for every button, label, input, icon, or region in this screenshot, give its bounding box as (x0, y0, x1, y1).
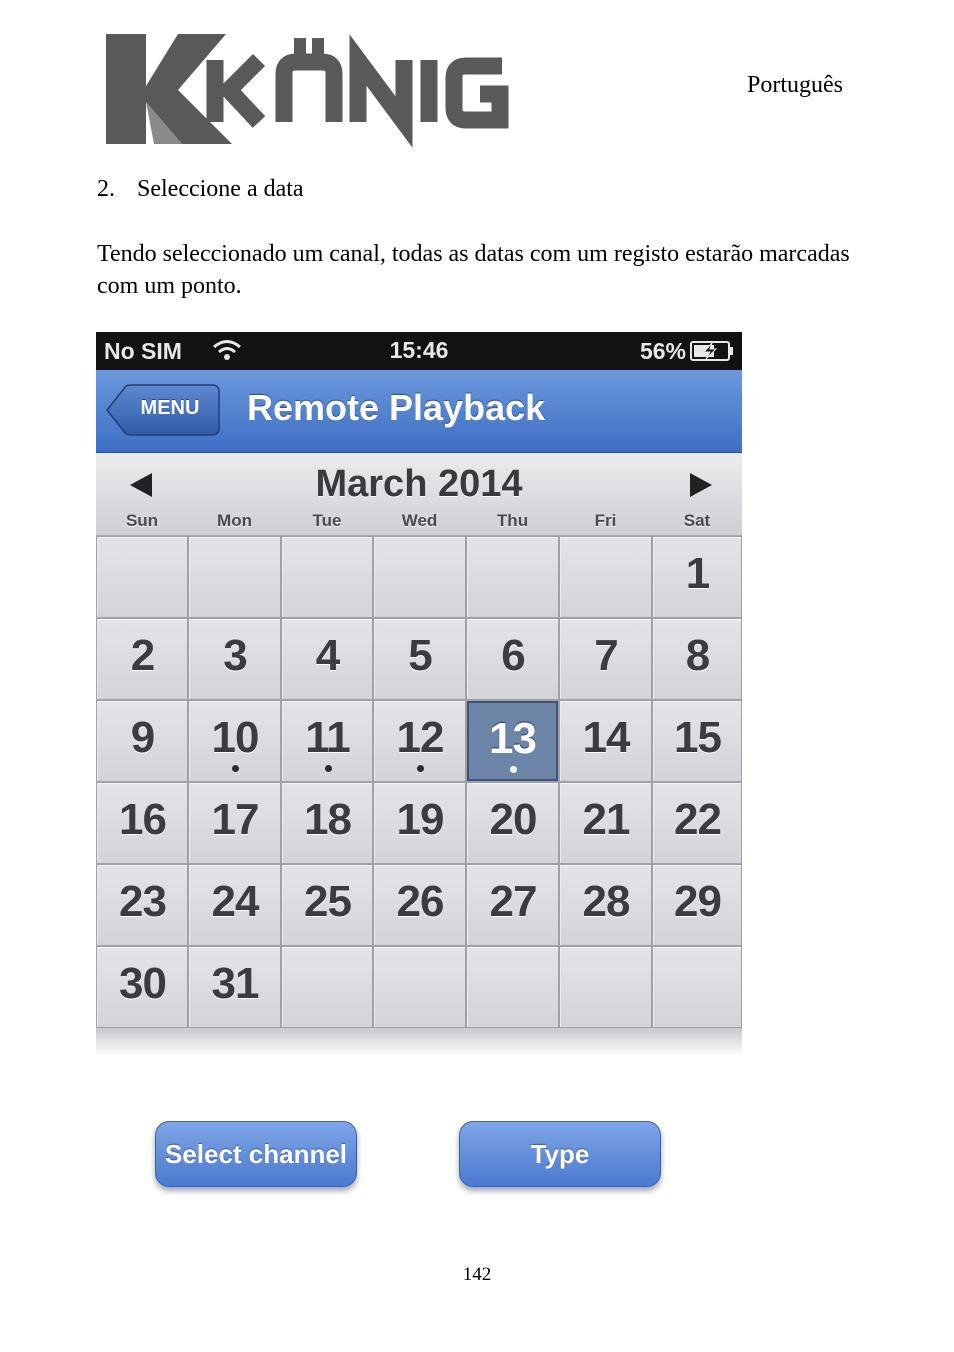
day-number: 1 (685, 549, 710, 598)
calendar-day-cell[interactable] (653, 537, 741, 617)
calendar-day-cell[interactable] (653, 701, 741, 781)
calendar-day-cell[interactable] (97, 947, 187, 1027)
calendar-day-cell[interactable] (560, 701, 651, 781)
calendar-day-cell[interactable] (189, 701, 280, 781)
weekday-label: Sat (683, 511, 711, 530)
calendar-empty-cell (97, 537, 187, 617)
nav-title: Remote Playback (247, 387, 546, 428)
menu-back-button[interactable] (106, 384, 220, 436)
day-number: 13 (489, 714, 536, 763)
day-number: 17 (211, 795, 259, 844)
battery-charging-icon (690, 341, 734, 361)
calendar-day-cell[interactable] (282, 701, 372, 781)
calendar-day-cell[interactable] (653, 619, 741, 699)
day-number: 18 (304, 795, 351, 844)
calendar-empty-cell (467, 947, 558, 1027)
recording-dot-icon (510, 766, 517, 773)
weekday-label: Thu (496, 511, 529, 530)
section-title: Seleccione a data (137, 176, 304, 202)
type-button[interactable]: Type (459, 1121, 661, 1187)
page-number: 142 (462, 1264, 492, 1285)
calendar-day-cell[interactable] (560, 619, 651, 699)
day-number: 10 (211, 713, 259, 762)
calendar-day-cell[interactable] (374, 619, 465, 699)
calendar-day-cell[interactable] (374, 701, 465, 781)
day-number: 7 (594, 631, 618, 680)
day-number: 27 (489, 877, 537, 926)
recording-dot-icon (417, 765, 424, 772)
phone-screen (96, 332, 742, 1056)
day-number: 30 (119, 959, 166, 1008)
calendar-day-cell[interactable] (374, 865, 465, 945)
carrier-label: No SIM (104, 338, 182, 364)
section-number: 2. (97, 176, 115, 202)
select-channel-button[interactable]: Select channel (155, 1121, 357, 1187)
calendar-day-cell[interactable] (467, 783, 558, 863)
calendar-day-cell[interactable] (467, 619, 558, 699)
calendar-day-cell[interactable] (653, 865, 741, 945)
calendar-empty-cell (560, 947, 651, 1027)
weekday-label: Wed (401, 511, 438, 530)
day-number: 20 (489, 795, 537, 844)
navigation-bar (96, 370, 742, 453)
recording-dot-icon (325, 765, 332, 772)
day-number: 14 (582, 713, 630, 762)
day-number: 22 (674, 795, 721, 844)
day-number: 24 (211, 877, 259, 926)
day-number: 29 (674, 877, 721, 926)
calendar-day-cell[interactable] (560, 783, 651, 863)
day-number: 5 (408, 631, 432, 680)
calendar-day-cell[interactable] (97, 783, 187, 863)
calendar-header (96, 453, 742, 536)
day-number: 28 (582, 877, 630, 926)
day-number: 16 (119, 795, 166, 844)
calendar-day-cell[interactable] (282, 783, 372, 863)
calendar-grid (96, 536, 742, 1028)
day-number: 23 (119, 877, 166, 926)
weekday-label: Tue (312, 511, 342, 530)
day-number: 25 (304, 877, 351, 926)
status-time: 15:46 (389, 337, 449, 363)
calendar-day-cell[interactable] (374, 783, 465, 863)
calendar-day-cell[interactable] (189, 947, 280, 1027)
calendar-day-cell[interactable] (653, 783, 741, 863)
day-number: 15 (674, 713, 721, 762)
language-label: Português (747, 72, 843, 98)
calendar-day-cell[interactable] (189, 619, 280, 699)
calendar-footer (96, 1028, 742, 1056)
day-number: 31 (211, 959, 259, 1008)
instruction-paragraph: Tendo seleccionado um canal, todas as datas com um registo estarão marcadas com um ponto. (97, 241, 850, 299)
konig-logo (98, 30, 518, 148)
calendar-empty-cell (282, 947, 372, 1027)
day-number: 19 (396, 795, 444, 844)
recording-dot-icon (232, 765, 239, 772)
day-number: 12 (396, 713, 444, 762)
day-number: 8 (685, 631, 710, 680)
day-number: 11 (305, 713, 350, 762)
day-number: 4 (315, 631, 340, 680)
calendar-day-cell[interactable] (467, 865, 558, 945)
next-month-arrow-icon[interactable] (680, 470, 720, 500)
calendar-day-cell[interactable] (189, 865, 280, 945)
calendar-day-cell[interactable] (282, 865, 372, 945)
calendar-day-cell[interactable] (560, 865, 651, 945)
calendar-empty-cell (374, 947, 465, 1027)
calendar-empty-cell (653, 947, 741, 1027)
section-heading (97, 176, 304, 203)
day-number: 21 (582, 795, 630, 844)
calendar-day-cell[interactable] (189, 783, 280, 863)
calendar-day-cell[interactable] (97, 701, 187, 781)
calendar-day-cell[interactable] (97, 619, 187, 699)
weekday-label: Sun (125, 511, 159, 530)
calendar-empty-cell (467, 537, 558, 617)
calendar-empty-cell (282, 537, 372, 617)
day-number: 3 (223, 631, 247, 680)
day-number: 6 (501, 631, 525, 680)
day-number: 9 (130, 713, 155, 762)
month-title: March 2014 (315, 463, 523, 505)
calendar-day-cell[interactable] (467, 701, 558, 781)
menu-button-label: MENU (140, 397, 200, 419)
calendar-empty-cell (189, 537, 280, 617)
weekday-label: Mon (217, 511, 252, 530)
calendar-day-cell[interactable] (97, 865, 187, 945)
calendar-empty-cell (374, 537, 465, 617)
status-bar (96, 332, 742, 370)
day-number: 2 (130, 631, 155, 680)
day-number: 26 (396, 877, 444, 926)
weekday-label: Fri (594, 511, 617, 530)
calendar-day-cell[interactable] (282, 619, 372, 699)
battery-percentage: 56% (639, 338, 686, 364)
calendar-empty-cell (560, 537, 651, 617)
